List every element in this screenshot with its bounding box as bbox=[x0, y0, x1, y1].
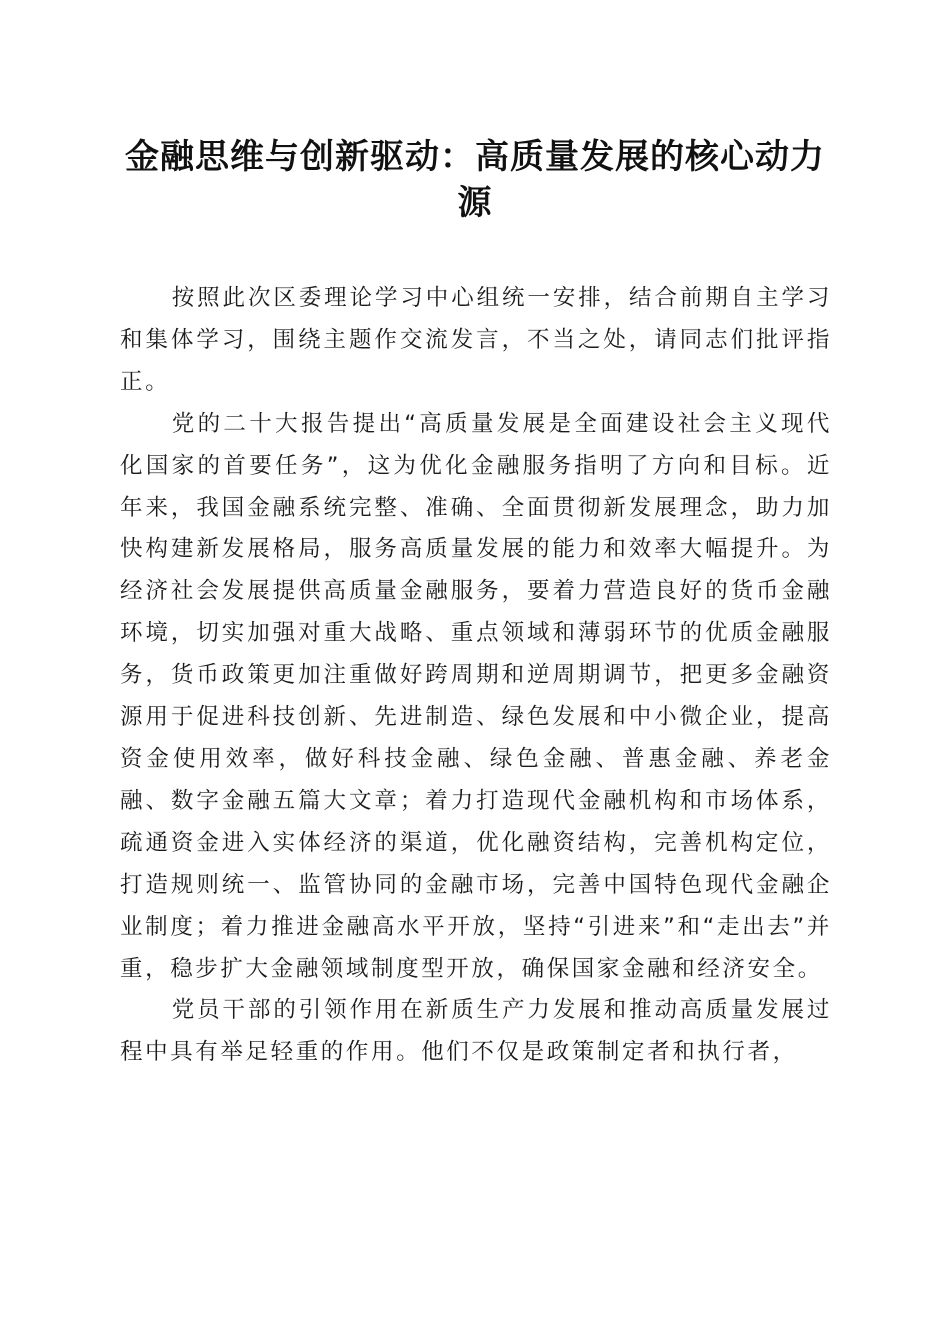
document-title: 金融思维与创新驱动：高质量发展的核心动力源 bbox=[125, 137, 825, 223]
paragraph-party-members: 党员干部的引领作用在新质生产力发展和推动高质量发展过程中具有举足轻重的作用。他们不仅是政策制定者和执行者， bbox=[120, 997, 832, 1066]
document-body bbox=[120, 278, 832, 1074]
paragraph-financial-services: 党的二十大报告提出“高质量发展是全面建设社会主义现代化国家的首要任务”，这为优化金融服务指明了方向和目标。近年来，我国金融系统完整、准确、全面贯彻新发展理念，助力加快构建新发展格局，服务高质量发展的能力和效率大幅提升。为经济社会发展提供高质量金融服务，要着力营造良好的货币金融环境，切实加强对重大战略、重点领域和薄弱环节的优质金融服务，货币政策更加注重做好跨周期和逆周期调节，把更多金融资源用于促进科技创新、先进制造、绿色发展和中小微企业，提高资金使用效率，做好科技金融、绿色金融、普惠金融、养老金融、数字金融五篇大文章；着力打造现代金融机构和市场体系，疏通资金进入实体经济的渠道，优化融资结构，完善机构定位，打造规则统一、监管协同的金融市场，完善中国特色现代金融企业制度；着力推进金融高水平开放，坚持“引进来”和“走出去”并重，稳步扩大金融领域制度型开放，确保国家金融和经济安全。 bbox=[120, 410, 832, 982]
paragraph-intro: 按照此次区委理论学习中心组统一安排，结合前期自主学习和集体学习，围绕主题作交流发言，不当之处，请同志们批评指正。 bbox=[120, 285, 832, 395]
